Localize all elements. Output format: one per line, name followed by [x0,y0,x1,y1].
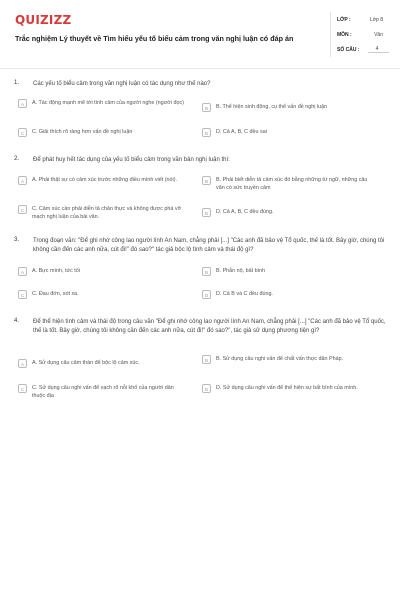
option-text: C. Giải thích rõ ràng hơn vấn đề nghị luận [32,129,133,135]
meta-value-count: 4 [368,46,389,53]
quizizz-logo: QUIZIZZ [15,13,72,27]
option-text: C. Cảm xúc cần phải diễn tả chân thực và không được phá vỡ mạch nghị luận của bài văn. [32,206,182,220]
question-number: 2. [14,156,20,162]
option-text: B. Phải biết diễn tả cảm xúc đó bằng những từ ngữ, những câu văn có sức truyền cảm [216,177,368,191]
page-title: Trắc nghiệm Lý thuyết về Tìm hiểu yếu tố biểu cảm trong văn nghị luận có đáp án [15,34,294,43]
question-text: Để phát huy hết tác dụng của yếu tố biểu cảm trong văn bản nghị luận thì: [33,157,230,163]
meta-label-class: LỚP : [337,16,351,23]
question-text: Các yếu tố biểu cảm trong văn nghị luận có tác dụng như thế nào? [33,81,211,87]
option-letter: B [202,267,211,276]
option-letter: C [18,290,27,299]
option-letter: D [202,290,211,299]
option-text: C. Đau đớn, xót xa. [32,291,79,297]
option-text: D. Cả B và C đều đúng. [216,291,273,297]
option-letter: D [202,384,211,393]
option-letter: D [202,208,211,217]
option-text: B. Sử dụng câu nghi vấn để chất vấn thực dân Pháp. [216,356,344,362]
option-text: D. Sử dụng câu nghi vấn để thể hiện sự bất bình của mình. [216,385,358,391]
option-letter: C [18,205,27,214]
option-text: B. Phẫn nộ, bất bình [216,268,266,274]
question-number: 3. [14,237,20,243]
option-letter: D [202,128,211,137]
option-text: D. Cả A, B, C đều sai [216,129,267,135]
meta-value-class: Lớp 8 [369,16,383,23]
meta-panel [330,12,389,57]
meta-row-count [331,42,389,57]
option-letter: B [202,103,211,112]
question-number: 4. [14,318,20,324]
header-divider [0,68,400,69]
option-letter: C [18,384,27,393]
meta-row-subject [331,27,389,42]
option-text: D. Cả A, B, C đều đúng. [216,209,274,215]
option-text: C. Sử dụng câu nghi vấn để vạch rõ nỗi khổ của người dân thuộc địa [32,385,174,399]
option-text: A. Sử dụng câu cảm thán để bộc lộ cảm xúc. [32,360,140,366]
option-text: A. Tác động mạnh mẽ tới tình cảm của người nghe (người đọc) [32,100,184,106]
option-letter: A [18,176,27,185]
meta-label-count: SỐ CÂU : [337,46,360,53]
question-text: Trong đoạn văn: "Để ghi nhớ công lao người lính An Nam, chẳng phải [...] "Các anh đã bảo vệ Tổ quốc, thế là tốt. Bây giờ, chúng tôi không cần đến các anh nữa, cút đi!" đó sao?" tác giả bộc lộ tình cảm và thái độ gì? [33,238,385,253]
option-letter: C [18,128,27,137]
question-number: 1. [14,80,20,86]
option-text: B. Thể hiện sinh động, cụ thể vấn đề nghị luận [216,104,328,110]
meta-label-subject: MÔN : [337,31,352,38]
meta-row-class [331,12,389,27]
option-text: A. Phải thật sự có cảm xúc trước những điều mình viết (nói). [32,177,177,183]
option-text: A. Bực mình, tức tối [32,268,80,274]
option-letter: B [202,355,211,364]
option-letter: A [18,99,27,108]
meta-value-subject: Văn [374,31,383,38]
option-letter: A [18,359,27,368]
option-letter: B [202,176,211,185]
question-text: Để thể hiện tình cảm và thái độ trong câu văn "Để ghi nhớ công lao người lính An Nam, chẳng phải [...] "Các anh đã bảo vệ Tổ quốc, thế là tốt. Bây giờ, chúng tôi không cần đến các anh nữa, cút đi!" đó sao?", tác giả sử dụng phương tiện gì? [33,319,386,334]
option-letter: A [18,267,27,276]
